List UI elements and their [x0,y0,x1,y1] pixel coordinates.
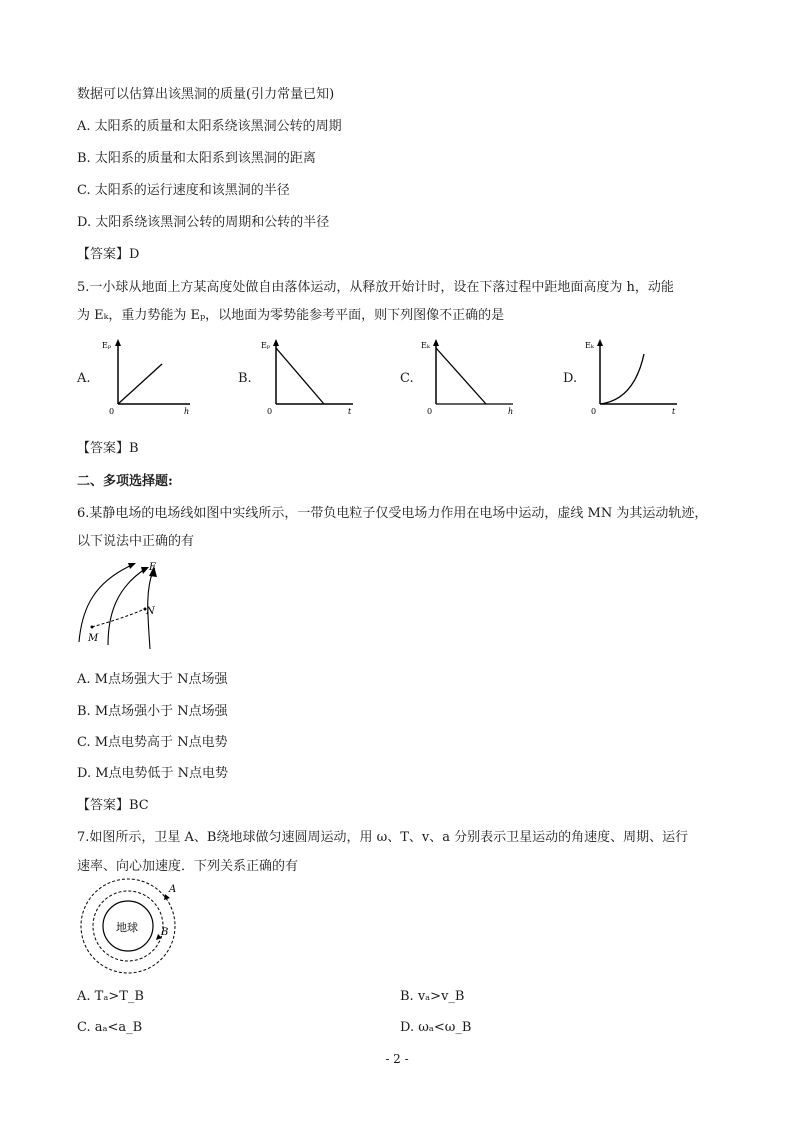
y-arrow [115,339,121,346]
point-m [91,626,94,629]
x-label: t [348,407,352,416]
q5-graph-b [258,338,358,418]
q5-answer: 【答案】B [77,441,139,456]
label-a: A [169,884,177,895]
field-arrow-1 [128,563,136,569]
q4-option-b: B. 太阳系的质量和太阳系到该黑洞的距离 [77,151,316,166]
x-label: h [184,407,190,416]
y-label: Eₚ [261,341,271,350]
q5-graph-c-label: C. [400,371,414,386]
earth-label: 地球 [116,921,138,934]
q6-stem-line2: 以下说法中正确的有 [77,534,195,549]
q7-stem-line1: 7.如图所示，卫星 A、B绕地球做匀速圆周运动，用 ω、T、v、a 分别表示卫星运动的角速度、周期、运行 [77,830,689,845]
label-e: E [149,562,157,573]
q6-option-c: C. M点电势高于 N点电势 [77,735,228,750]
q4-answer: 【答案】D [77,247,140,262]
q7-option-a: A. Tₐ>T_B [77,989,144,1004]
q7-option-b: B. vₐ>v_B [400,989,465,1004]
label-n: N [146,606,155,617]
q6-stem-line1: 6.某静电场的电场线如图中实线所示，一带负电粒子仅受电场力作用在电场中运动，虚线 MN 为其运动轨迹， [77,506,708,521]
y-arrow [273,339,279,346]
y-label: Eₚ [102,341,112,350]
section-heading: 二、多项选择题: [77,474,173,489]
origin-label: 0 [591,407,597,416]
q5-graph-c [418,338,518,418]
trajectory-mn [92,609,145,627]
origin-label: 0 [109,407,115,416]
q5-stem-line2: 为 Eₖ，重力势能为 Eₚ，以地面为零势能参考平面，则下列图像不正确的是 [77,308,505,323]
q5-graph-d-label: D. [563,371,578,386]
y-label: Eₖ [421,341,430,350]
y-label: Eₖ [585,341,594,350]
label-m: M [88,633,99,644]
q5-graph-b-label: B. [238,371,252,386]
q7-option-d: D. ωₐ<ω_B [400,1020,472,1035]
graph-curve [600,354,644,404]
x-label: h [508,407,514,416]
q6-option-a: A. M点场强大于 N点场强 [77,672,228,687]
q6-option-b: B. M点场强小于 N点场强 [77,704,228,719]
q5-graph-a [100,338,195,418]
label-b: B [161,927,169,938]
q5-stem-line1: 5.一小球从地面上方某高度处做自由落体运动，从释放开始计时，设在下落过程中距地面高度为 h，动能 [77,280,674,295]
q6-answer: 【答案】BC [77,798,149,813]
origin-label: 0 [427,407,433,416]
q4-option-d: D. 太阳系绕该黑洞公转的周期和公转的半径 [77,215,330,230]
y-arrow [597,339,603,346]
q4-option-a: A. 太阳系的质量和太阳系绕该黑洞公转的周期 [77,119,342,134]
graph-line [436,348,486,404]
q7-stem-line2: 速率、向心加速度．下列关系正确的有 [77,859,299,874]
graph-line [118,364,162,404]
page-number: - 2 - [385,1052,409,1066]
field-arrow-2 [141,567,149,574]
graph-line [276,348,324,404]
q7-orbit-figure [76,876,186,976]
q4-option-c: C. 太阳系的运行速度和该黑洞的半径 [77,183,290,198]
q5-graph-d [582,338,682,418]
x-label: t [672,407,676,416]
q4-stem-tail: 数据可以估算出该黑洞的质量(引力常量已知) [77,87,335,102]
field-line-1 [79,565,132,642]
y-arrow [433,339,439,346]
q7-option-c: C. aₐ<a_B [77,1020,143,1035]
q6-option-d: D. M点电势低于 N点电势 [77,766,229,781]
field-line-2 [108,569,145,645]
q6-field-figure [70,557,165,657]
q5-graph-a-label: A. [77,371,91,386]
origin-label: 0 [267,407,273,416]
